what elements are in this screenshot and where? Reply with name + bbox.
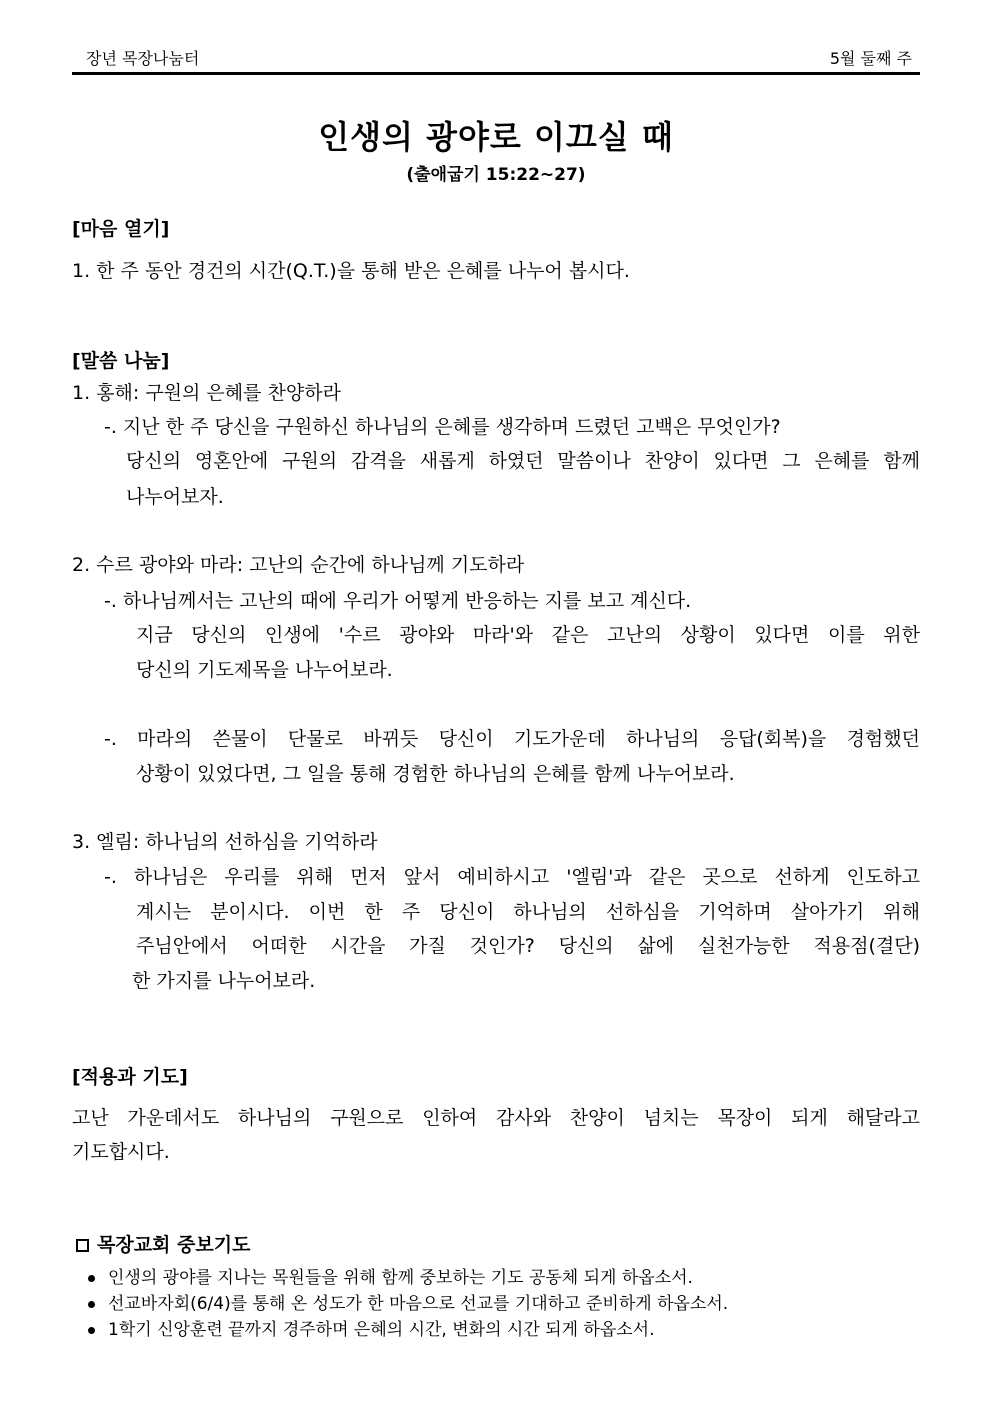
section-heading-word-sharing: [말씀 나눔] [72,350,170,372]
intercession-item-text: 선교바자회(6/4)를 통해 온 성도가 한 마음으로 선교를 기대하고 준비하게 하옵소서. [108,1294,729,1314]
list-item [88,1291,728,1317]
header-week: 5월 둘째 주 [829,49,912,68]
point-2-line-3: 당신의 기도제목을 나누어보라. [136,659,393,681]
scripture-reference: (출애굽기 15:22~27) [406,165,586,185]
point-3-line-3: 주님안에서 어떠한 시간을 가질 것인가? 당신의 삶에 실천가능한 적용점(결단) [136,935,920,957]
point-3-line-1: -. 하나님은 우리를 위해 먼저 앞서 예비하시고 '엘림'과 같은 곳으로 선하게 인도하고 [104,866,920,888]
point-3-line-4: 한 가지를 나누어보라. [132,970,316,992]
apply-pray-line-1: 고난 가운데서도 하나님의 구원으로 인하여 감사와 찬양이 넘치는 목장이 되게 해달라고 [72,1107,920,1129]
apply-pray-line-2: 기도합시다. [72,1141,170,1163]
section-heading-open-heart: [마음 열기] [72,218,170,240]
section-heading-apply-pray: [적용과 기도] [72,1066,188,1088]
point-2-line-2: 지금 당신의 인생에 '수르 광야와 마라'와 같은 고난의 상황이 있다면 이를 위한 [136,624,920,646]
point-2-line-1: -. 하나님께서는 고난의 때에 우리가 어떻게 반응하는 지를 보고 계신다. [104,590,692,612]
page-header [72,40,920,74]
bullet-icon [88,1301,95,1308]
list-item [88,1265,728,1291]
open-heart-question: 1. 한 주 동안 경건의 시간(Q.T.)을 통해 받은 은혜를 나누어 봅시다. [72,260,630,282]
header-divider [72,72,920,75]
point-1-line-2: 당신의 영혼안에 구원의 감격을 새롭게 하였던 말씀이나 찬양이 있다면 그 은혜를 함께 [126,450,920,472]
point-3-title: 3. 엘림: 하나님의 선하심을 기억하라 [72,831,378,853]
bullet-icon [88,1275,95,1282]
point-1-line-3: 나누어보자. [126,486,224,508]
intercession-list [88,1265,728,1343]
point-3-line-2: 계시는 분이시다. 이번 한 주 당신이 하나님의 선하심을 기억하며 살아가기 위해 [136,901,920,923]
page-title: 인생의 광야로 이끄실 때 [318,118,674,156]
checkbox-square-icon [76,1239,89,1252]
header-group-name: 장년 목장나눔터 [86,49,200,68]
intercession-item-text: 인생의 광야를 지나는 목원들을 위해 함께 중보하는 기도 공동체 되게 하옵소서. [108,1268,693,1288]
point-1-line-1: -. 지난 한 주 당신을 구원하신 하나님의 은혜를 생각하며 드렸던 고백은 무엇인가? [104,416,781,438]
point-2-title: 2. 수르 광야와 마라: 고난의 순간에 하나님께 기도하라 [72,554,525,576]
point-1-title: 1. 홍해: 구원의 은혜를 찬양하라 [72,382,341,404]
point-2-line-5: 상황이 있었다면, 그 일을 통해 경험한 하나님의 은혜를 함께 나누어보라. [136,763,735,785]
bullet-icon [88,1327,95,1334]
intercession-item-text: 1학기 신앙훈련 끝까지 경주하며 은혜의 시간, 변화의 시간 되게 하옵소서. [108,1320,655,1340]
list-item [88,1317,728,1343]
section-heading-intercession [76,1230,250,1257]
point-2-line-4: -. 마라의 쓴물이 단물로 바뀌듯 당신이 기도가운데 하나님의 응답(회복)을 경험했던 [104,728,920,750]
intercession-heading-text: 목장교회 중보기도 [97,1234,251,1256]
